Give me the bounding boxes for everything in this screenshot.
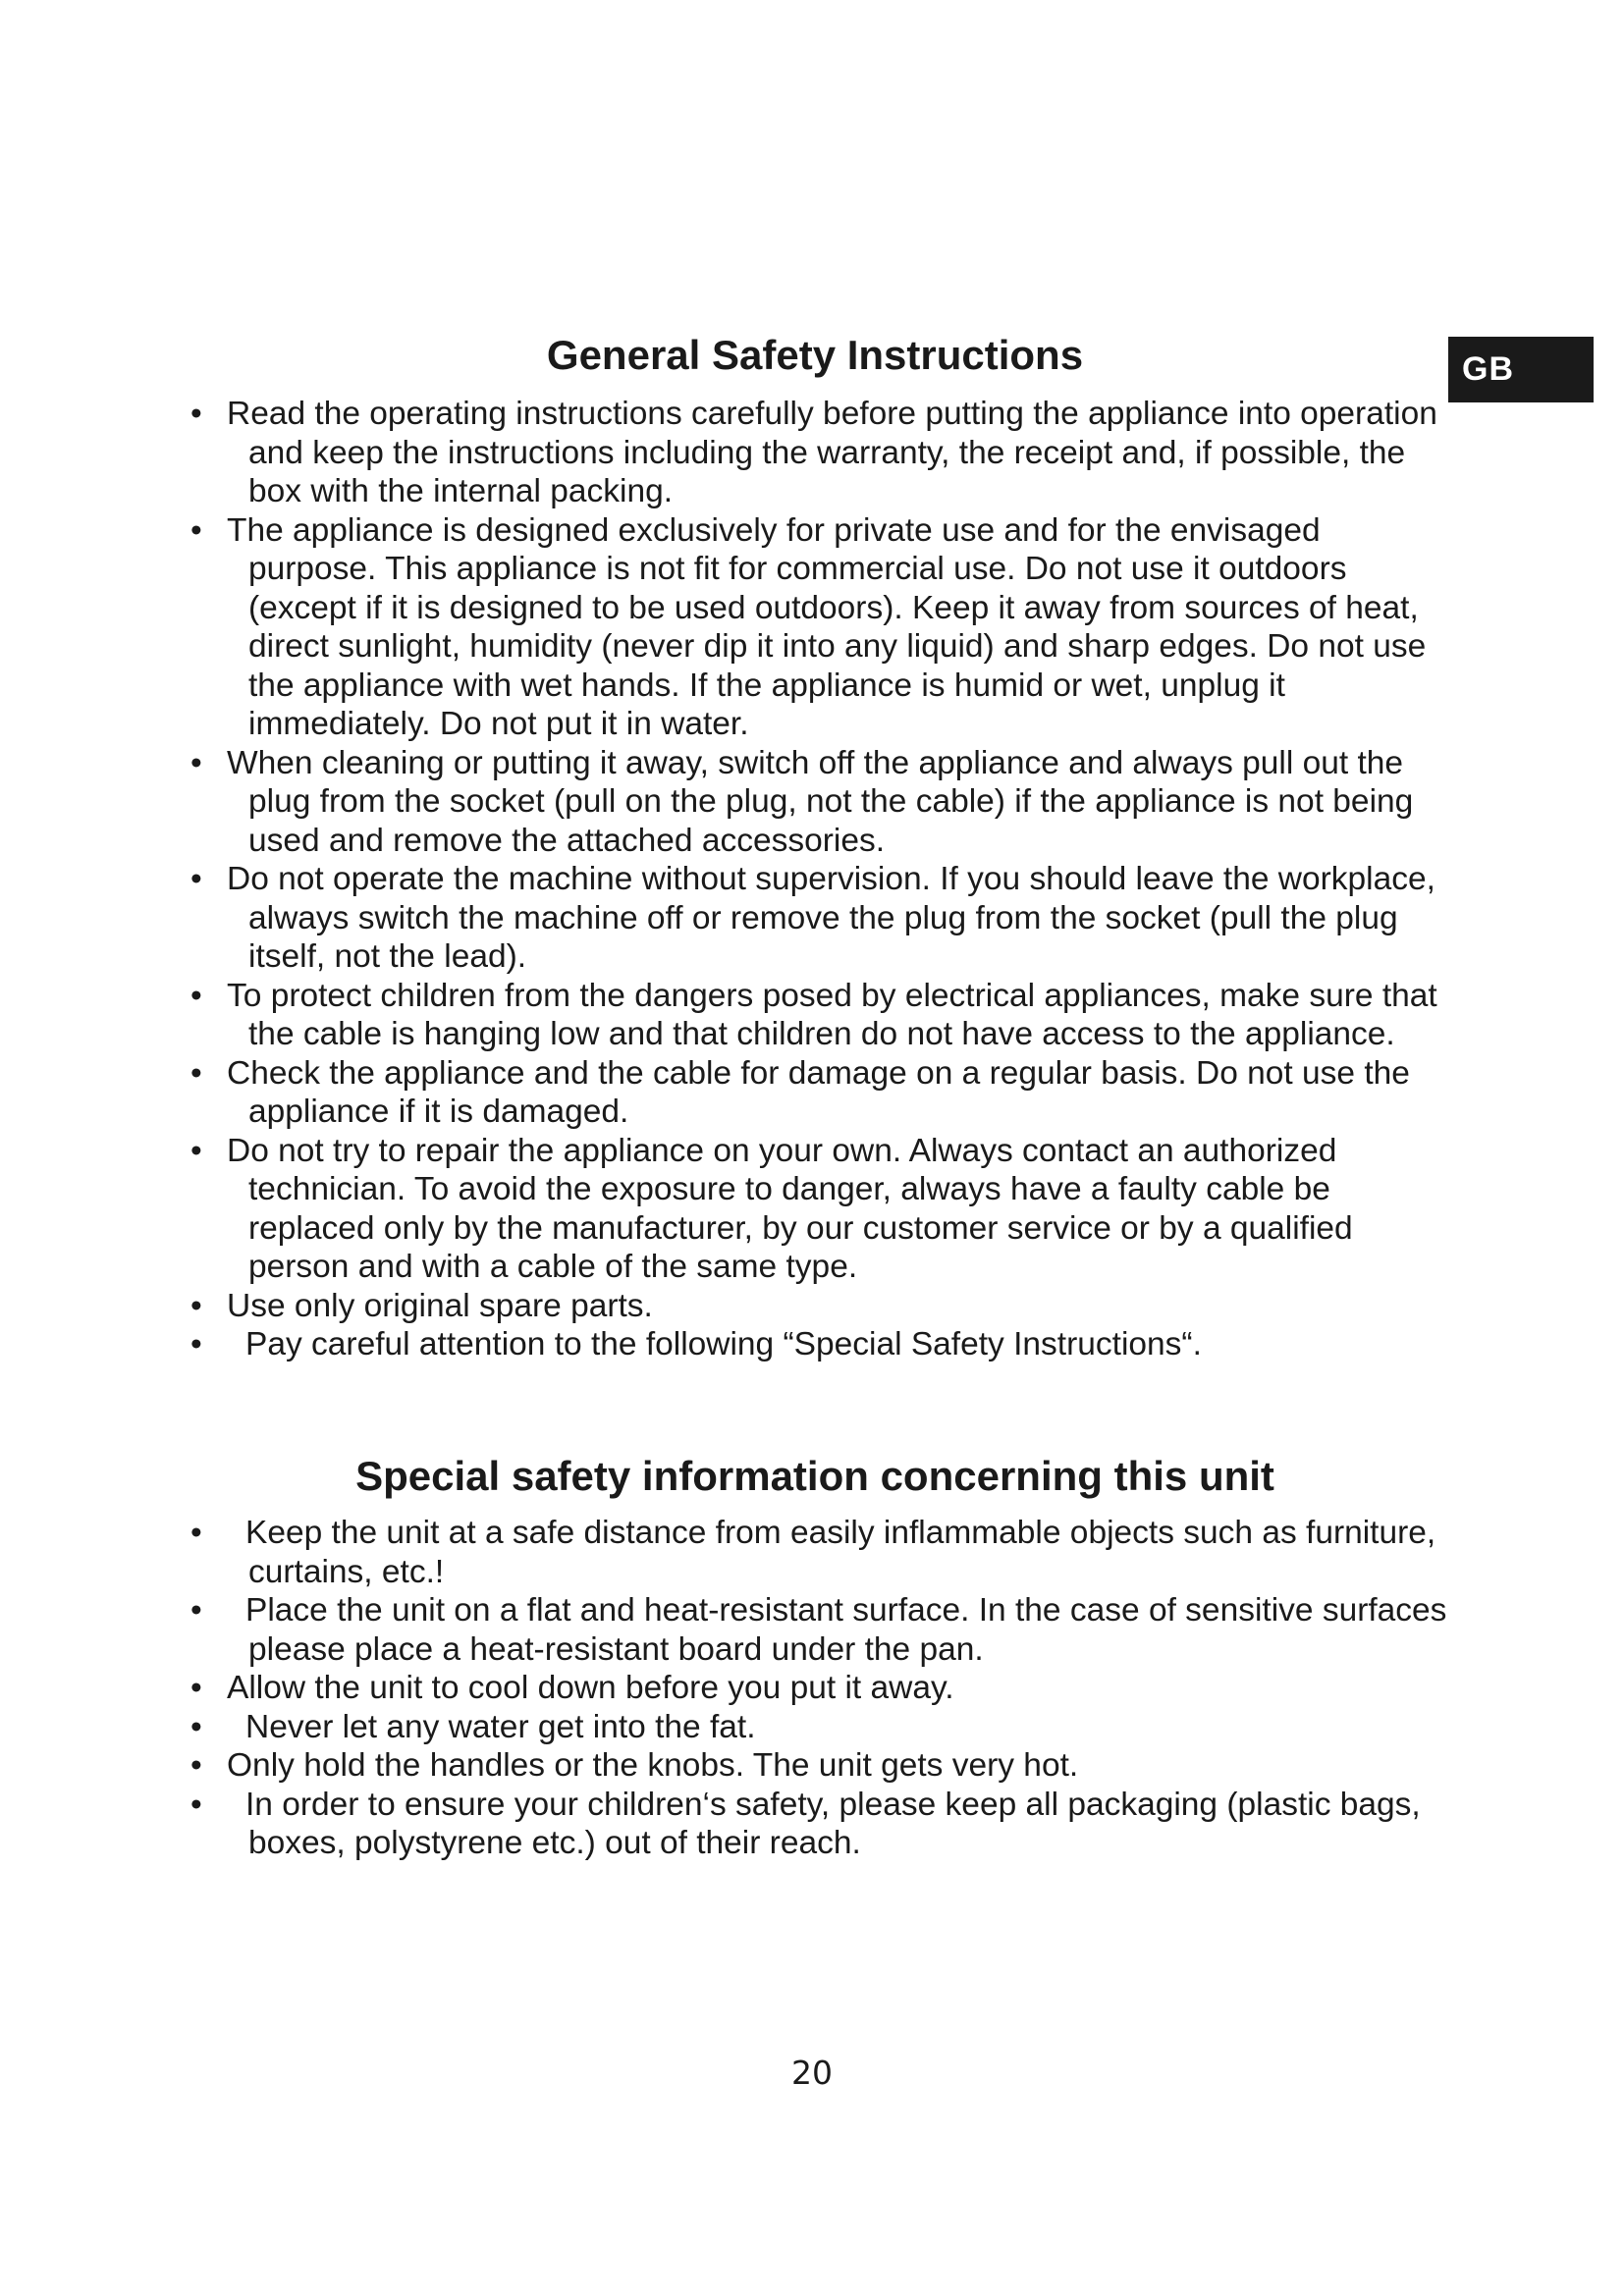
list-item-text: Do not try to repair the appliance on your own. Always contact an authorized technician. To avoid the exposure to danger, always have a faulty cable be replaced only by the manufacturer, by our customer service or by a qualified person and with a cable of the same type. bbox=[227, 1132, 1353, 1285]
list-item bbox=[0, 1591, 1453, 1669]
list-item-text: Check the appliance and the cable for damage on a regular basis. Do not use the appliance if it is damaged. bbox=[227, 1054, 1410, 1130]
special-safety-title: Special safety information concerning this unit bbox=[355, 1453, 1274, 1499]
list-item-text: Read the operating instructions carefully before putting the appliance into operation and keep the instructions including the warranty, the receipt and, if possible, the box with the internal packing. bbox=[227, 396, 1437, 509]
bullet-icon: • bbox=[190, 1670, 202, 1706]
special-safety-list bbox=[0, 1514, 1453, 1863]
general-safety-list bbox=[0, 395, 1453, 1364]
bullet-icon: • bbox=[190, 511, 202, 549]
list-item bbox=[0, 511, 1453, 744]
list-item bbox=[0, 1514, 1453, 1591]
list-item bbox=[0, 860, 1453, 977]
bullet-icon: • bbox=[190, 1054, 202, 1092]
bullet-icon: • bbox=[190, 744, 202, 781]
bullet-icon: • bbox=[190, 1747, 202, 1784]
bullet-icon: • bbox=[190, 1786, 202, 1823]
list-item bbox=[0, 1287, 1453, 1326]
list-item-text: In order to ensure your children‘s safety, please keep all packaging (plastic bags, boxes, polystyrene etc.) out of their reach. bbox=[245, 1786, 1421, 1861]
list-item bbox=[0, 1669, 1453, 1708]
list-item-text: Allow the unit to cool down before you put it away. bbox=[227, 1670, 954, 1706]
bullet-icon: • bbox=[190, 1515, 202, 1551]
list-item-text: Use only original spare parts. bbox=[227, 1287, 653, 1324]
list-item bbox=[0, 1325, 1453, 1364]
list-item-text: Pay careful attention to the following “Special Safety Instructions“. bbox=[245, 1326, 1202, 1362]
bullet-icon: • bbox=[190, 1708, 202, 1745]
list-item-text: The appliance is designed exclusively for private use and for the envisaged purpose. This appliance is not fit for commercial use. Do not use it outdoors (except if it is designed to be used outdoors). Keep it away from sources of heat, direct sunlight, humidity (never dip it into any liquid) and sharp edges. Do not use the appliance with wet hands. If the appliance is humid or wet, unplug it immediately. Do not put it in water. bbox=[227, 511, 1427, 742]
list-item-text: Place the unit on a flat and heat-resistant surface. In the case of sensitive surfaces please place a heat-resistant board under the pan. bbox=[245, 1592, 1447, 1668]
list-item bbox=[0, 1708, 1453, 1747]
list-item-text: To protect children from the dangers posed by electrical appliances, make sure that the cable is hanging low and that children do not have access to the appliance. bbox=[227, 977, 1437, 1052]
bullet-icon: • bbox=[190, 1326, 202, 1362]
bullet-icon: • bbox=[190, 861, 202, 897]
list-item bbox=[0, 1132, 1453, 1287]
language-tab-gb: GB bbox=[1448, 337, 1594, 402]
list-item bbox=[0, 1746, 1453, 1786]
list-item-text: Do not operate the machine without supervision. If you should leave the workplace, always switch the machine off or remove the plug from the socket (pull the plug itself, not the lead). bbox=[227, 861, 1435, 975]
list-item bbox=[0, 1786, 1453, 1863]
bullet-icon: • bbox=[190, 977, 202, 1014]
page-number: 20 bbox=[791, 2054, 833, 2092]
list-item bbox=[0, 395, 1453, 511]
bullet-icon: • bbox=[190, 1132, 202, 1169]
list-item-text: Only hold the handles or the knobs. The unit gets very hot. bbox=[227, 1747, 1079, 1784]
list-item-text: When cleaning or putting it away, switch off the appliance and always pull out the plug from the socket (pull on the plug, not the cable) if the appliance is not being used and remove the attached accessories. bbox=[227, 744, 1414, 859]
list-item bbox=[0, 1054, 1453, 1132]
list-item-text: Keep the unit at a safe distance from easily inflammable objects such as furniture, curtains, etc.! bbox=[245, 1515, 1436, 1590]
general-safety-title: General Safety Instructions bbox=[546, 332, 1084, 378]
list-item bbox=[0, 977, 1453, 1054]
bullet-icon: • bbox=[190, 1592, 202, 1629]
bullet-icon: • bbox=[190, 396, 202, 432]
list-item-text: Never let any water get into the fat. bbox=[245, 1708, 756, 1745]
list-item bbox=[0, 744, 1453, 861]
bullet-icon: • bbox=[190, 1287, 202, 1324]
